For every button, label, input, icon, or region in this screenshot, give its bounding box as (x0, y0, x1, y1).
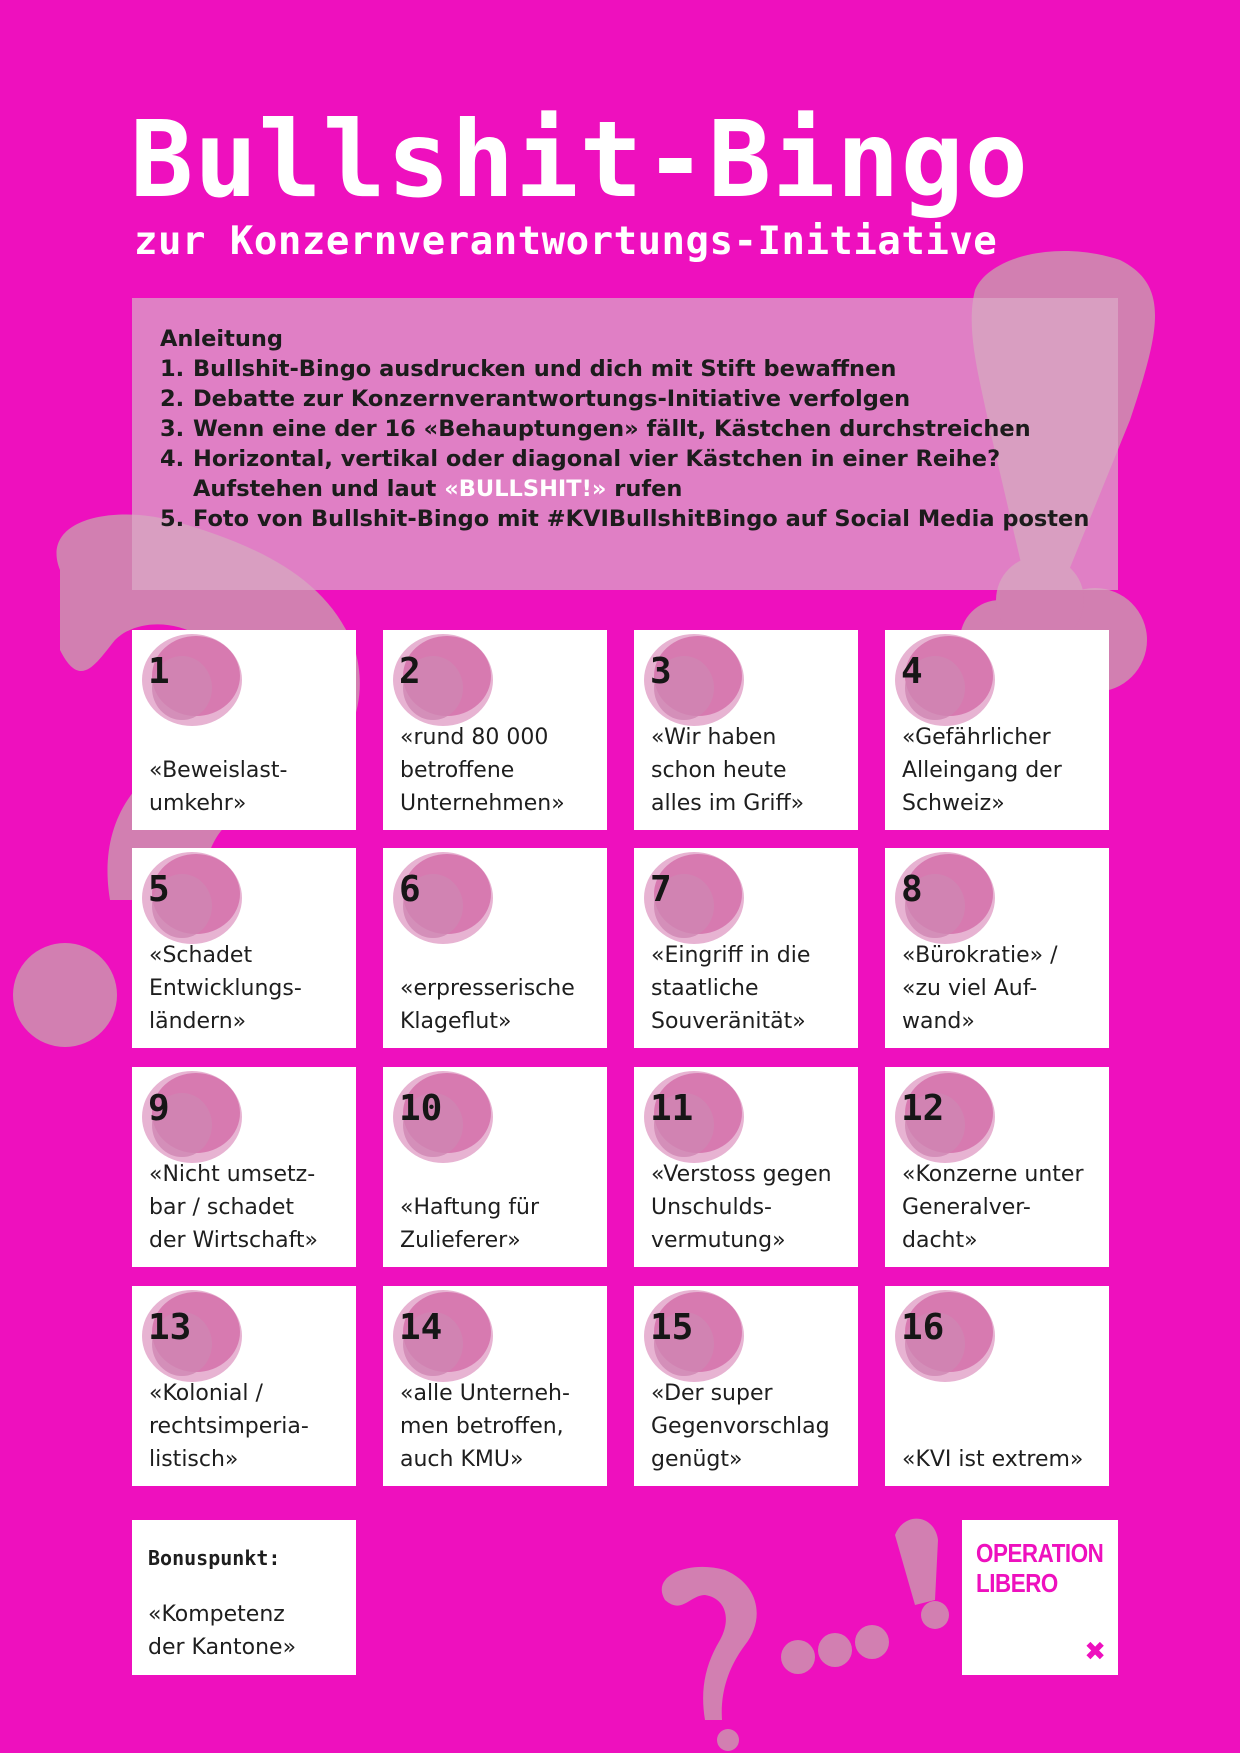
bingo-cell-text: «Kolonial / rechtsimperia- listisch» (149, 1381, 309, 1472)
bingo-cell-text: «Eingriff in die staatliche Souveränität» (651, 943, 811, 1034)
instructions-list (160, 354, 1098, 534)
bingo-cell-number: 1 (148, 651, 170, 692)
bingo-cell[interactable] (634, 1067, 858, 1267)
bingo-cell[interactable] (383, 1286, 607, 1486)
bingo-cell[interactable] (885, 848, 1109, 1048)
page-subtitle: zur Konzernverantwortungs-Initiative (134, 219, 998, 264)
instruction-step (160, 414, 1098, 444)
bingo-cell[interactable] (885, 1067, 1109, 1267)
instruction-step-body (193, 444, 1000, 504)
bingo-cell-number: 5 (148, 869, 170, 910)
instruction-step-number: 1. (160, 356, 185, 382)
bingo-cell-text: «Beweislast- umkehr» (149, 758, 288, 816)
bingo-cell-text: «Konzerne unter Generalver- dacht» (902, 1162, 1084, 1253)
instruction-step-number: 4. (160, 446, 185, 472)
bingo-cell-text: «Der super Gegenvorschlag genügt» (651, 1381, 830, 1472)
bingo-cell-number: 6 (399, 869, 421, 910)
page-title: Bullshit-Bingo (130, 99, 1030, 221)
bingo-cell-text: «Verstoss gegen Unschulds- vermutung» (651, 1162, 832, 1253)
bingo-cell-number: 3 (650, 651, 672, 692)
instruction-step-text: Wenn eine der 16 «Behauptungen» fällt, Kästchen durchstreichen (193, 416, 1031, 442)
bingo-cell-number: 12 (901, 1088, 945, 1129)
bingo-cell-text: «rund 80 000 betroffene Unternehmen» (400, 725, 565, 816)
bingo-cell[interactable] (383, 630, 607, 830)
bingo-cell-number: 11 (650, 1088, 694, 1129)
bingo-cell[interactable] (885, 630, 1109, 830)
bingo-cell-number: 9 (148, 1088, 170, 1129)
bingo-cell[interactable] (132, 1286, 356, 1486)
logo-text-line-2: LIBERO (976, 1568, 1058, 1598)
bingo-cell-text: «Schadet Entwicklungs- ländern» (149, 943, 302, 1034)
bingo-cell-number: 14 (399, 1307, 443, 1348)
bingo-cell-number: 10 (399, 1088, 443, 1129)
instruction-step-text-3: rufen (606, 476, 683, 502)
instruction-step (160, 354, 1098, 384)
instruction-step (160, 444, 1098, 504)
bingo-cell-text: «alle Unterneh- men betroffen, auch KMU» (400, 1381, 570, 1472)
instruction-step-text: Bullshit-Bingo ausdrucken und dich mit Stift bewaffnen (193, 356, 897, 382)
bingo-cell[interactable] (132, 630, 356, 830)
instruction-step-text: Horizontal, vertikal oder diagonal vier Kästchen in einer Reihe? (193, 446, 1001, 472)
bingo-cell-text: «Bürokratie» / «zu viel Auf- wand» (902, 943, 1058, 1034)
bingo-cell[interactable] (132, 848, 356, 1048)
logo-text-line-1: OPERATION (976, 1538, 1104, 1568)
bingo-cell-text: «KVI ist extrem» (902, 1447, 1084, 1472)
bingo-cell-text: «Wir haben schon heute alles im Griff» (651, 725, 805, 816)
bonus-text: «Kompetenz der Kantone» (148, 1602, 297, 1660)
bingo-cell-number: 15 (650, 1307, 694, 1348)
bingo-cell[interactable] (634, 848, 858, 1048)
bingo-cell-text: «Haftung für Zulieferer» (400, 1195, 540, 1253)
instruction-step (160, 504, 1098, 534)
instruction-step-text: Foto von Bullshit-Bingo mit #KVIBullshitBingo auf Social Media posten (193, 506, 1090, 532)
instructions-heading: Anleitung (160, 326, 284, 352)
instruction-step-number: 5. (160, 506, 185, 532)
logo-x-icon: ✖ (1084, 1637, 1106, 1667)
bingo-cell[interactable] (383, 1067, 607, 1267)
bingo-cell[interactable] (634, 1286, 858, 1486)
bingo-cell[interactable] (885, 1286, 1109, 1486)
bingo-cell[interactable] (634, 630, 858, 830)
bullshit-callout: «BULLSHIT!» (444, 476, 607, 502)
bonus-cell[interactable] (132, 1520, 356, 1675)
bingo-cell-number: 2 (399, 651, 421, 692)
operation-libero-logo (962, 1520, 1118, 1675)
instruction-step-number: 3. (160, 416, 185, 442)
bingo-cell-number: 13 (148, 1307, 192, 1348)
instruction-step (160, 384, 1098, 414)
instructions-panel (132, 298, 1118, 590)
instruction-step-text: Debatte zur Konzernverantwortungs-Initiative verfolgen (193, 386, 911, 412)
bingo-cell[interactable] (132, 1067, 356, 1267)
bingo-cell-number: 4 (901, 651, 923, 692)
bingo-cell-text: «erpresserische Klageflut» (400, 976, 575, 1034)
bingo-cell-number: 16 (901, 1307, 945, 1348)
bonus-title: Bonuspunkt: (148, 1546, 281, 1570)
instruction-step-text-2: Aufstehen und laut (193, 476, 445, 502)
bingo-cell-number: 7 (650, 869, 672, 910)
bingo-cell-number: 8 (901, 869, 923, 910)
bingo-cell[interactable] (383, 848, 607, 1048)
bingo-cell-text: «Gefährlicher Alleingang der Schweiz» (902, 725, 1062, 816)
instruction-step-number: 2. (160, 386, 185, 412)
bingo-cell-text: «Nicht umsetz- bar / schadet der Wirtschaft» (149, 1162, 319, 1253)
